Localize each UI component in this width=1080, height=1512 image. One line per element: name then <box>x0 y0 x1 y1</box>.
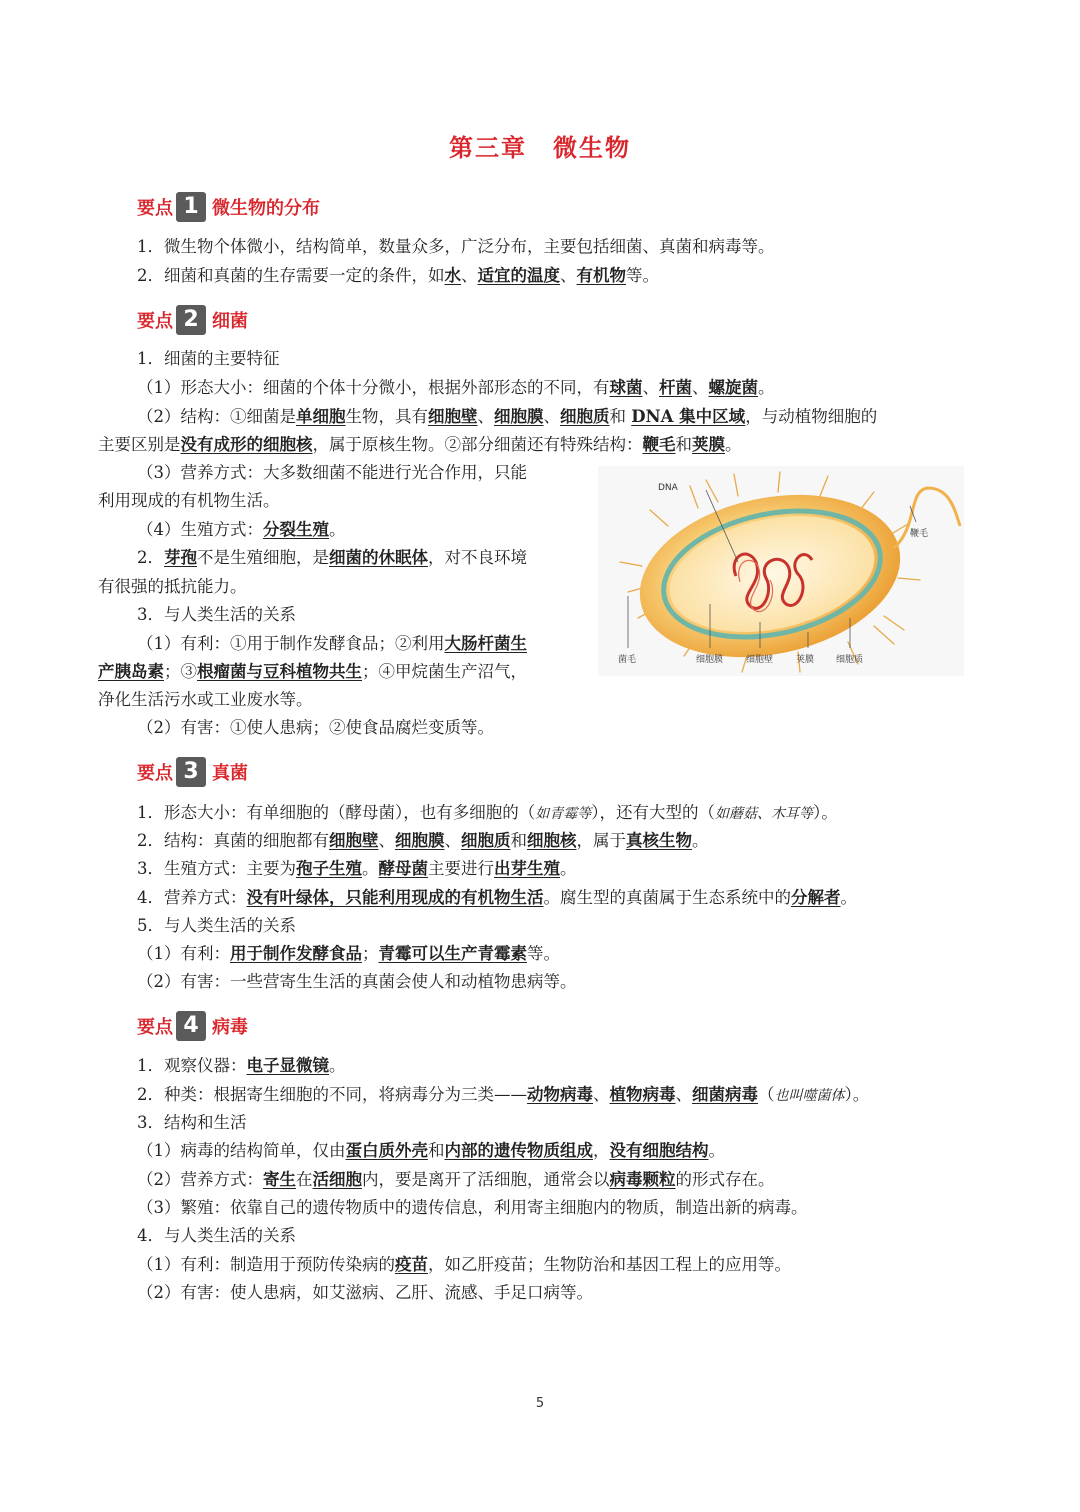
text-segment: （2）有害：一些营寄生生活的真菌会使人和动植物患病等。 <box>137 972 577 991</box>
text-segment: （2）有害：①使人患病；②使食品腐烂变质等。 <box>137 718 494 737</box>
text-segment: （1）病毒的结构简单，仅由 <box>137 1141 346 1160</box>
section-heading-4 <box>137 1011 248 1041</box>
key-term: 细菌病毒 <box>692 1085 758 1104</box>
text-line <box>137 944 560 964</box>
key-term: 青霉可以生产青霉素 <box>378 944 527 963</box>
key-term: 分裂生殖 <box>263 520 329 539</box>
text-segment: ，如乙肝疫苗；生物防治和基因工程上的应用等。 <box>428 1255 791 1274</box>
text-segment: （2）有害：使人患病，如艾滋病、乙肝、流感、手足口病等。 <box>137 1283 593 1302</box>
chapter-title: 第三章 微生物 <box>449 134 631 162</box>
key-term: 单细胞 <box>296 407 346 426</box>
text-segment: （1）有利： <box>137 944 230 963</box>
section-name: 微生物的分布 <box>212 198 320 219</box>
text-line <box>137 548 527 568</box>
key-term: 有机物 <box>576 266 626 285</box>
text-segment: ）。 <box>813 803 838 822</box>
text-line <box>137 1226 296 1246</box>
text-segment: 2．细菌和真菌的生存需要一定的条件，如 <box>137 266 445 285</box>
text-line <box>137 378 775 398</box>
key-term: 水 <box>444 266 461 285</box>
text-segment: 的形式存在。 <box>675 1170 775 1189</box>
dna-label: DNA <box>658 483 678 493</box>
text-segment: 5．与人类生活的关系 <box>137 916 296 935</box>
text-segment: 、 <box>461 266 478 285</box>
text-segment: 。 <box>329 520 346 539</box>
key-term: 真核生物 <box>626 831 692 850</box>
key-term: 细胞核 <box>527 831 577 850</box>
text-line <box>137 349 280 369</box>
text-line <box>98 435 742 455</box>
text-segment: （1）形态大小：细菌的个体十分微小，根据外部形态的不同，有 <box>137 378 610 397</box>
key-term: 细菌的休眠体 <box>329 548 428 567</box>
text-segment: 利用现成的有机物生活。 <box>98 491 280 510</box>
key-term: 出芽生殖 <box>494 859 560 878</box>
key-term: 没有细胞结构 <box>609 1141 709 1160</box>
text-segment: 、 <box>642 378 659 397</box>
key-term: 细胞膜 <box>395 831 445 850</box>
key-term: 细胞膜 <box>494 407 544 426</box>
text-segment: 3．与人类生活的关系 <box>137 605 296 624</box>
section-prefix: 要点 <box>137 763 173 784</box>
key-term: 荚膜 <box>692 435 725 454</box>
key-term: 根瘤菌与豆科植物共生 <box>197 662 362 681</box>
text-segment: 1．微生物个体微小，结构简单，数量众多，广泛分布，主要包括细菌、真菌和病毒等。 <box>137 237 775 256</box>
text-segment: 有很强的抵抗能力。 <box>98 577 247 596</box>
pili-label: 菌毛 <box>618 655 637 665</box>
section-number-badge: 3 <box>176 757 206 787</box>
text-segment: 。 <box>329 1056 346 1075</box>
text-segment: 。 <box>708 1141 725 1160</box>
section-number-badge: 2 <box>176 305 206 335</box>
text-segment: 。 <box>725 435 742 454</box>
key-term: 没有叶绿体，只能利用现成的有机物生活 <box>246 888 544 907</box>
text-line <box>137 972 577 992</box>
text-segment: 如蘑菇、木耳等 <box>715 806 813 822</box>
section-number-badge: 4 <box>176 1011 206 1041</box>
text-segment: 。腐生型的真菌属于生态系统中的 <box>543 888 791 907</box>
text-line <box>137 1170 775 1190</box>
text-segment: （2）结构：①细菌是 <box>137 407 296 426</box>
text-segment: （4）生殖方式： <box>137 520 263 539</box>
text-segment: 、 <box>692 378 709 397</box>
key-term: 电子显微镜 <box>246 1056 329 1075</box>
key-term: 病毒颗粒 <box>609 1170 676 1189</box>
text-segment: 、 <box>560 266 577 285</box>
text-segment: 在 <box>296 1170 313 1189</box>
key-term: 杆菌 <box>659 378 692 397</box>
bacterium-diagram <box>598 466 964 676</box>
key-term: 孢子生殖 <box>296 859 362 878</box>
text-segment: 1．观察仪器： <box>137 1056 247 1075</box>
text-segment: 、 <box>543 407 560 426</box>
section-prefix: 要点 <box>137 1017 173 1038</box>
section-prefix: 要点 <box>137 198 173 219</box>
text-segment: 。 <box>840 888 857 907</box>
text-segment: ，与动植物细胞的 <box>745 407 878 426</box>
text-segment: 、 <box>444 831 461 850</box>
section-heading-3 <box>137 757 248 787</box>
text-segment: （3）营养方式：大多数细菌不能进行光合作用，只能 <box>137 463 527 482</box>
text-segment: 2． <box>137 548 164 567</box>
text-line <box>137 1113 247 1133</box>
key-term: 大肠杆菌生 <box>444 634 527 653</box>
text-segment: ，属于 <box>576 831 626 850</box>
key-term: 细胞壁 <box>329 831 379 850</box>
key-term: 疫苗 <box>395 1255 428 1274</box>
text-segment: ；③ <box>164 662 197 681</box>
key-term: 细胞质 <box>560 407 610 426</box>
text-segment: （2）营养方式： <box>137 1170 263 1189</box>
text-line <box>137 1198 808 1218</box>
text-segment: 2．种类：根据寄生细胞的不同，将病毒分为三类—— <box>137 1085 527 1104</box>
text-line <box>137 718 494 738</box>
key-term: 细胞壁 <box>428 407 478 426</box>
text-segment: 1．形态大小：有单细胞的（酵母菌），也有多细胞的（ <box>137 803 536 822</box>
page-number: 5 <box>535 1396 545 1411</box>
section-heading-2 <box>137 305 248 335</box>
section-name: 细菌 <box>212 311 248 332</box>
text-segment: ），还有大型的（ <box>591 803 715 822</box>
text-line <box>137 605 296 625</box>
text-segment: 3．生殖方式：主要为 <box>137 859 296 878</box>
key-term: 动物病毒 <box>527 1085 593 1104</box>
key-term: 活细胞 <box>312 1170 362 1189</box>
text-line <box>137 1141 725 1161</box>
text-line <box>137 803 838 824</box>
text-segment: 等。 <box>527 944 560 963</box>
text-segment: 1．细菌的主要特征 <box>137 349 280 368</box>
text-segment: ，属于原核生物。②部分细菌还有特殊结构： <box>312 435 643 454</box>
text-line <box>98 577 247 597</box>
text-segment: 3．结构和生活 <box>137 1113 247 1132</box>
text-line <box>137 831 709 851</box>
text-segment: 和 <box>675 435 692 454</box>
key-term: 分解者 <box>791 888 841 907</box>
text-line <box>137 463 527 483</box>
text-segment: （ <box>758 1085 775 1104</box>
text-line <box>137 407 877 427</box>
key-term: 植物病毒 <box>609 1085 676 1104</box>
text-line <box>98 491 280 511</box>
cytoplasm-label: 细胞质 <box>836 655 864 665</box>
text-segment: 生物，具有 <box>345 407 428 426</box>
text-segment: （1）有利：制造用于预防传染病的 <box>137 1255 395 1274</box>
text-line <box>98 662 527 682</box>
text-segment: 和 <box>609 407 632 426</box>
text-line <box>137 520 346 540</box>
text-segment: 也叫噬菌体 <box>774 1088 845 1104</box>
text-segment: 、 <box>378 831 395 850</box>
text-segment: 。 <box>758 378 775 397</box>
section-heading-1 <box>137 192 320 222</box>
key-term: 产胰岛素 <box>98 662 164 681</box>
key-term: 适宜的温度 <box>477 266 560 285</box>
key-term: 蛋白质外壳 <box>345 1141 428 1160</box>
key-term: 寄生 <box>263 1170 296 1189</box>
text-segment: 、 <box>593 1085 610 1104</box>
text-segment: 主要区别是 <box>98 435 181 454</box>
text-segment: 主要进行 <box>428 859 494 878</box>
key-term: 酵母菌 <box>378 859 428 878</box>
text-segment: 不是生殖细胞，是 <box>197 548 329 567</box>
text-segment: ，对不良环境 <box>428 548 527 567</box>
text-segment: 和 <box>510 831 527 850</box>
section-name: 真菌 <box>212 763 248 784</box>
section-prefix: 要点 <box>137 311 173 332</box>
text-segment: 2．结构：真菌的细胞都有 <box>137 831 329 850</box>
text-segment: ； <box>362 944 379 963</box>
text-segment: ；④甲烷菌生产沼气， <box>362 662 527 681</box>
text-segment: 4．与人类生活的关系 <box>137 1226 296 1245</box>
text-segment: ）。 <box>844 1085 870 1104</box>
text-line <box>98 690 313 710</box>
text-segment: （3）繁殖：依靠自己的遗传物质中的遗传信息，利用寄主细胞内的物质，制造出新的病毒。 <box>137 1198 808 1217</box>
text-segment: 。 <box>692 831 709 850</box>
text-line <box>137 1255 791 1275</box>
cell-wall-label: 细胞壁 <box>746 655 774 665</box>
flagellum-label: 鞭毛 <box>910 529 929 539</box>
text-line <box>137 916 296 936</box>
key-term: 用于制作发酵食品 <box>230 944 362 963</box>
text-segment: 。 <box>362 859 379 878</box>
section-number-badge: 1 <box>176 192 206 222</box>
key-term: 没有成形的细胞核 <box>180 435 313 454</box>
text-segment: 、 <box>477 407 494 426</box>
text-segment: 等。 <box>626 266 659 285</box>
key-term: 细胞质 <box>461 831 511 850</box>
cell-membrane-label: 细胞膜 <box>696 655 724 665</box>
text-line <box>137 1056 346 1076</box>
text-line <box>137 1085 869 1106</box>
key-term: 内部的遗传物质组成 <box>444 1141 593 1160</box>
text-line <box>137 1283 593 1303</box>
text-segment: 如青霉等 <box>535 806 592 822</box>
text-segment: 和 <box>428 1141 445 1160</box>
text-segment: 内，要是离开了活细胞，通常会以 <box>362 1170 610 1189</box>
section-name: 病毒 <box>212 1017 248 1038</box>
text-line <box>137 266 659 286</box>
text-segment: ， <box>593 1141 610 1160</box>
text-line <box>137 634 527 654</box>
key-term: 螺旋菌 <box>708 378 758 397</box>
text-line <box>137 859 577 879</box>
text-line <box>137 888 857 908</box>
key-term: 芽孢 <box>164 548 197 567</box>
text-segment: （1）有利：①用于制作发酵食品；②利用 <box>137 634 445 653</box>
text-segment: 。 <box>560 859 577 878</box>
key-term: 鞭毛 <box>642 435 676 454</box>
text-segment: 4．营养方式： <box>137 888 247 907</box>
text-segment: 、 <box>675 1085 692 1104</box>
text-line <box>137 237 775 257</box>
key-term: DNA 集中区域 <box>631 407 746 426</box>
capsule-label: 荚膜 <box>796 655 815 665</box>
key-term: 球菌 <box>609 378 643 397</box>
text-segment: 净化生活污水或工业废水等。 <box>98 690 313 709</box>
